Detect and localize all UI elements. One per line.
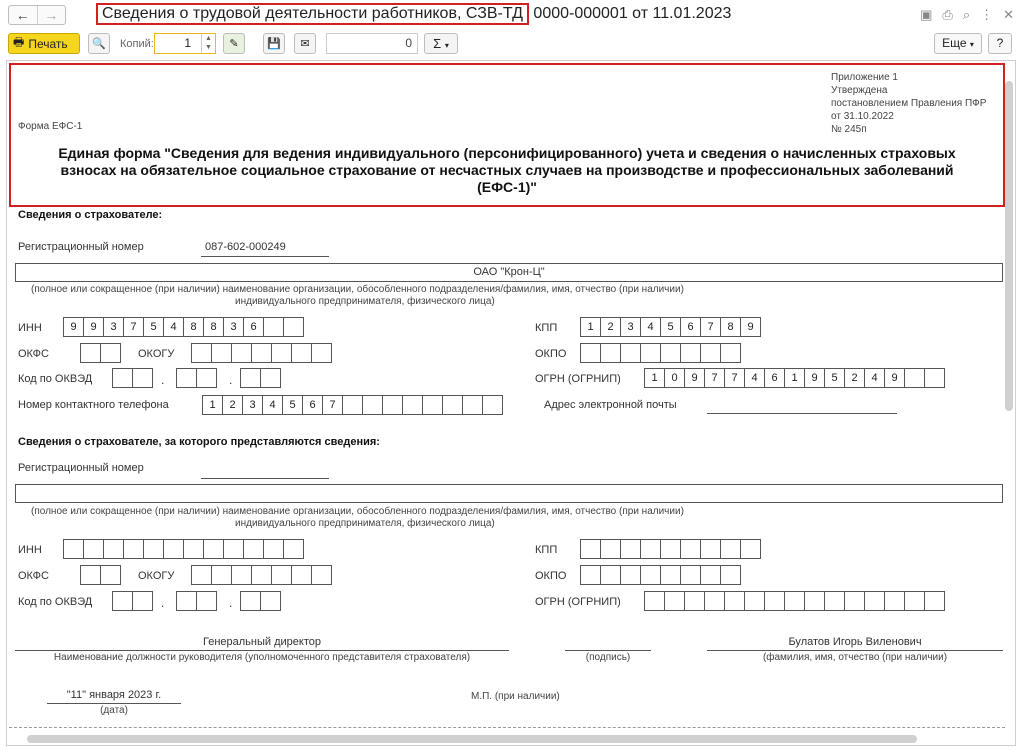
okogu-label: ОКОГУ [138, 348, 175, 360]
appendix-line: № 245п [831, 124, 867, 135]
toolbar [0, 30, 1024, 58]
edit-mode-button[interactable] [223, 33, 245, 54]
okpo-cells [581, 343, 741, 363]
copies-input[interactable] [154, 33, 216, 54]
ogrn-cell: 1 [784, 368, 805, 388]
okogu-cells-2 [192, 565, 332, 585]
reg-number-underline [201, 256, 329, 257]
chevron-down-icon: ▾ [969, 40, 974, 49]
title-bar [0, 0, 1024, 30]
kpp-cell: 5 [660, 317, 681, 337]
position-note: Наименование должности руководителя (уполномоченного представителя страхователя) [53, 652, 471, 663]
inn-cell: 9 [83, 317, 104, 337]
inn-label-2: ИНН [18, 544, 42, 556]
okved-label-2: Код по ОКВЭД [18, 596, 93, 608]
okpo-label: ОКПО [535, 348, 567, 360]
vertical-scrollbar[interactable] [1005, 69, 1013, 729]
phone-label: Номер контактного телефона [18, 399, 169, 411]
more-button[interactable] [934, 33, 982, 54]
okfs-cells [81, 343, 121, 363]
okfs-label: ОКФС [18, 348, 49, 360]
okved-separator: . [229, 596, 233, 610]
kpp-cells [581, 317, 761, 337]
phone-cell [402, 395, 423, 415]
printer-icon: 🖶 [13, 35, 25, 49]
section2-heading: Сведения о страхователе, за которого представляются сведения: [18, 436, 380, 448]
appendix-line: постановлением Правления ПФР [831, 98, 987, 109]
inn-cell: 8 [183, 317, 204, 337]
phone-cells [203, 395, 503, 415]
kpp-cell: 9 [740, 317, 761, 337]
ogrn-cell [924, 368, 945, 388]
document-title-highlight: Сведения о трудовой деятельности работников, СЗВ-ТД [96, 3, 529, 25]
date-note: (дата) [100, 705, 128, 716]
org-name-field: ОАО "Крон-Ц" [15, 263, 1003, 282]
forward-arrow-icon[interactable]: → [37, 6, 66, 24]
save-icon: 💾 [267, 38, 281, 50]
ogrn-cells-2 [645, 591, 945, 611]
date-underline [47, 703, 181, 704]
okved-cells-3 [241, 368, 281, 388]
okved-separator: . [161, 596, 165, 610]
copies-value: 1 [184, 36, 191, 50]
kpp-cell: 6 [680, 317, 701, 337]
phone-cell: 2 [222, 395, 243, 415]
document-title [96, 5, 731, 23]
date-value: "11" января 2023 г. [66, 689, 162, 701]
reg-number-label: Регистрационный номер [18, 241, 144, 253]
form-title [27, 145, 987, 196]
inn-cell: 3 [223, 317, 244, 337]
document-title-number: 0000-000001 от 11.01.2023 [528, 5, 732, 22]
okved-cells-2c [241, 591, 281, 611]
phone-cell [382, 395, 403, 415]
kpp-cell: 2 [600, 317, 621, 337]
reg-number-underline-2 [201, 478, 329, 479]
ogrn-label-2: ОГРН (ОГРНИП) [535, 596, 621, 608]
inn-cell [263, 317, 284, 337]
inn-cell: 3 [103, 317, 124, 337]
kpp-cell: 7 [700, 317, 721, 337]
kpp-cell: 4 [640, 317, 661, 337]
signature-note: (подпись) [585, 652, 631, 663]
ogrn-cell: 1 [644, 368, 665, 388]
inn-cell: 7 [123, 317, 144, 337]
ogrn-cell: 6 [764, 368, 785, 388]
back-arrow-icon[interactable]: ← [15, 7, 30, 23]
print-button[interactable] [8, 33, 80, 54]
phone-cell: 3 [242, 395, 263, 415]
okved-cells-2b [177, 591, 217, 611]
sum-field[interactable]: 0 [326, 33, 418, 54]
org-name-note: индивидуального предпринимателя, физического лица) [235, 296, 495, 307]
vertical-scroll-thumb[interactable] [1005, 81, 1013, 411]
inn-cell: 4 [163, 317, 184, 337]
copies-stepper[interactable]: ▲ ▼ [201, 34, 215, 53]
reg-number-value: 087-602-000249 [205, 241, 286, 253]
phone-cell [442, 395, 463, 415]
phone-cell: 4 [262, 395, 283, 415]
phone-cell: 6 [302, 395, 323, 415]
form-title-line: (ЕФС-1)" [477, 179, 537, 195]
okved-separator: . [161, 373, 165, 387]
okfs-cells-2 [81, 565, 121, 585]
ogrn-cell: 9 [804, 368, 825, 388]
printer-icon[interactable]: ⎙ [942, 7, 953, 22]
ogrn-label: ОГРН (ОГРНИП) [535, 373, 621, 385]
inn-cells [64, 317, 304, 337]
phone-cell [462, 395, 483, 415]
kpp-label-2: КПП [535, 544, 558, 556]
fio-underline [707, 650, 1003, 651]
ogrn-cell: 2 [844, 368, 865, 388]
section1-heading: Сведения о страхователе: [18, 209, 163, 221]
inn-cells-2 [64, 539, 304, 559]
ogrn-cell: 5 [824, 368, 845, 388]
copies-label: Копий: [120, 38, 154, 50]
magnifier-icon: 🔍 [92, 38, 106, 50]
stamp-label: М.П. (при наличии) [471, 691, 560, 702]
appendix-line: Приложение 1 [831, 72, 898, 83]
phone-cell [362, 395, 383, 415]
okogu-label-2: ОКОГУ [138, 570, 175, 582]
kpp-cell: 1 [580, 317, 601, 337]
email-label: Адрес электронной почты [544, 399, 677, 411]
form-title-line: Единая форма "Сведения для ведения индивидуального (персонифицированного) учета и сведения о начисленных страховых [58, 145, 956, 161]
okved-cells-2 [177, 368, 217, 388]
preview-icon[interactable]: ⌕ [962, 7, 971, 22]
inn-cell: 8 [203, 317, 224, 337]
okpo-cells-2 [581, 565, 741, 585]
horizontal-scroll-thumb[interactable] [27, 735, 917, 743]
window-controls [920, 7, 1014, 23]
ogrn-cell: 7 [704, 368, 725, 388]
inn-cell: 5 [143, 317, 164, 337]
ogrn-cell: 7 [724, 368, 745, 388]
chevron-down-icon: ▾ [444, 41, 449, 50]
kpp-cell: 3 [620, 317, 641, 337]
signature-underline [565, 650, 651, 651]
email-underline [707, 413, 897, 414]
okogu-cells [192, 343, 332, 363]
phone-cell [422, 395, 443, 415]
more-label: Еще [942, 36, 967, 50]
kpp-cells-2 [581, 539, 761, 559]
save-button[interactable] [263, 33, 285, 54]
ogrn-cell: 9 [684, 368, 705, 388]
phone-cell: 7 [322, 395, 343, 415]
okpo-label-2: ОКПО [535, 570, 567, 582]
edit-icon: ✎ [229, 38, 239, 50]
appendix-line: Утверждена [831, 85, 888, 96]
form-title-line: взносах на обязательное социальное страхование от несчастных случаев на производстве и профессиональных заболеваний [60, 162, 954, 178]
sigma-icon: Σ [433, 36, 442, 51]
inn-cell: 6 [243, 317, 264, 337]
fio-note: (фамилия, имя, отчество (при наличии) [762, 652, 948, 663]
position-value: Генеральный директор [203, 636, 321, 648]
print-label: Печать [28, 36, 68, 51]
okved-cells-2a [113, 591, 153, 611]
okved-label: Код по ОКВЭД [18, 373, 93, 385]
org-name-note-2: (полное или сокращенное (при наличии) наименование организации, обособленного подразделения/фамилия, имя, отчество (при наличии) [31, 506, 684, 517]
reg-number-label-2: Регистрационный номер [18, 462, 144, 474]
inn-label: ИНН [18, 322, 42, 334]
ogrn-cells [645, 368, 945, 388]
more-vertical-icon[interactable]: ⋮ [980, 7, 994, 22]
inn-cell [283, 317, 304, 337]
nav-buttons [8, 5, 66, 25]
position-underline [15, 650, 509, 651]
ogrn-cell: 4 [744, 368, 765, 388]
ogrn-cell: 0 [664, 368, 685, 388]
okved-separator: . [229, 373, 233, 387]
form-code: Форма ЕФС-1 [18, 121, 83, 132]
kpp-cell: 8 [720, 317, 741, 337]
org-name-note: (полное или сокращенное (при наличии) наименование организации, обособленного подразделения/фамилия, имя, отчество (при наличии) [31, 284, 684, 295]
print-form-sheet[interactable] [6, 60, 1016, 746]
save-icon[interactable]: ▣ [920, 7, 933, 22]
ogrn-cell: 4 [864, 368, 885, 388]
appendix-line: от 31.10.2022 [831, 111, 894, 122]
preview-button[interactable] [88, 33, 110, 54]
appendix-block [831, 71, 986, 136]
okved-cells-1 [113, 368, 153, 388]
org-name-field-2 [15, 484, 1003, 503]
kpp-label: КПП [535, 322, 558, 334]
phone-cell [482, 395, 503, 415]
sigma-button[interactable] [424, 33, 458, 54]
horizontal-scrollbar[interactable] [27, 735, 1007, 743]
page-break-line [9, 727, 1005, 728]
close-icon[interactable]: ✕ [1003, 7, 1014, 22]
ogrn-cell [904, 368, 925, 388]
phone-cell [342, 395, 363, 415]
email-button[interactable] [294, 33, 316, 54]
phone-cell: 1 [202, 395, 223, 415]
help-button[interactable]: ? [988, 33, 1012, 54]
ogrn-cell: 9 [884, 368, 905, 388]
org-name-note-2: индивидуального предпринимателя, физического лица) [235, 518, 495, 529]
fio-value: Булатов Игорь Виленович [788, 636, 922, 648]
phone-cell: 5 [282, 395, 303, 415]
inn-cell: 9 [63, 317, 84, 337]
okfs-label-2: ОКФС [18, 570, 49, 582]
envelope-icon: ✉ [300, 38, 310, 50]
